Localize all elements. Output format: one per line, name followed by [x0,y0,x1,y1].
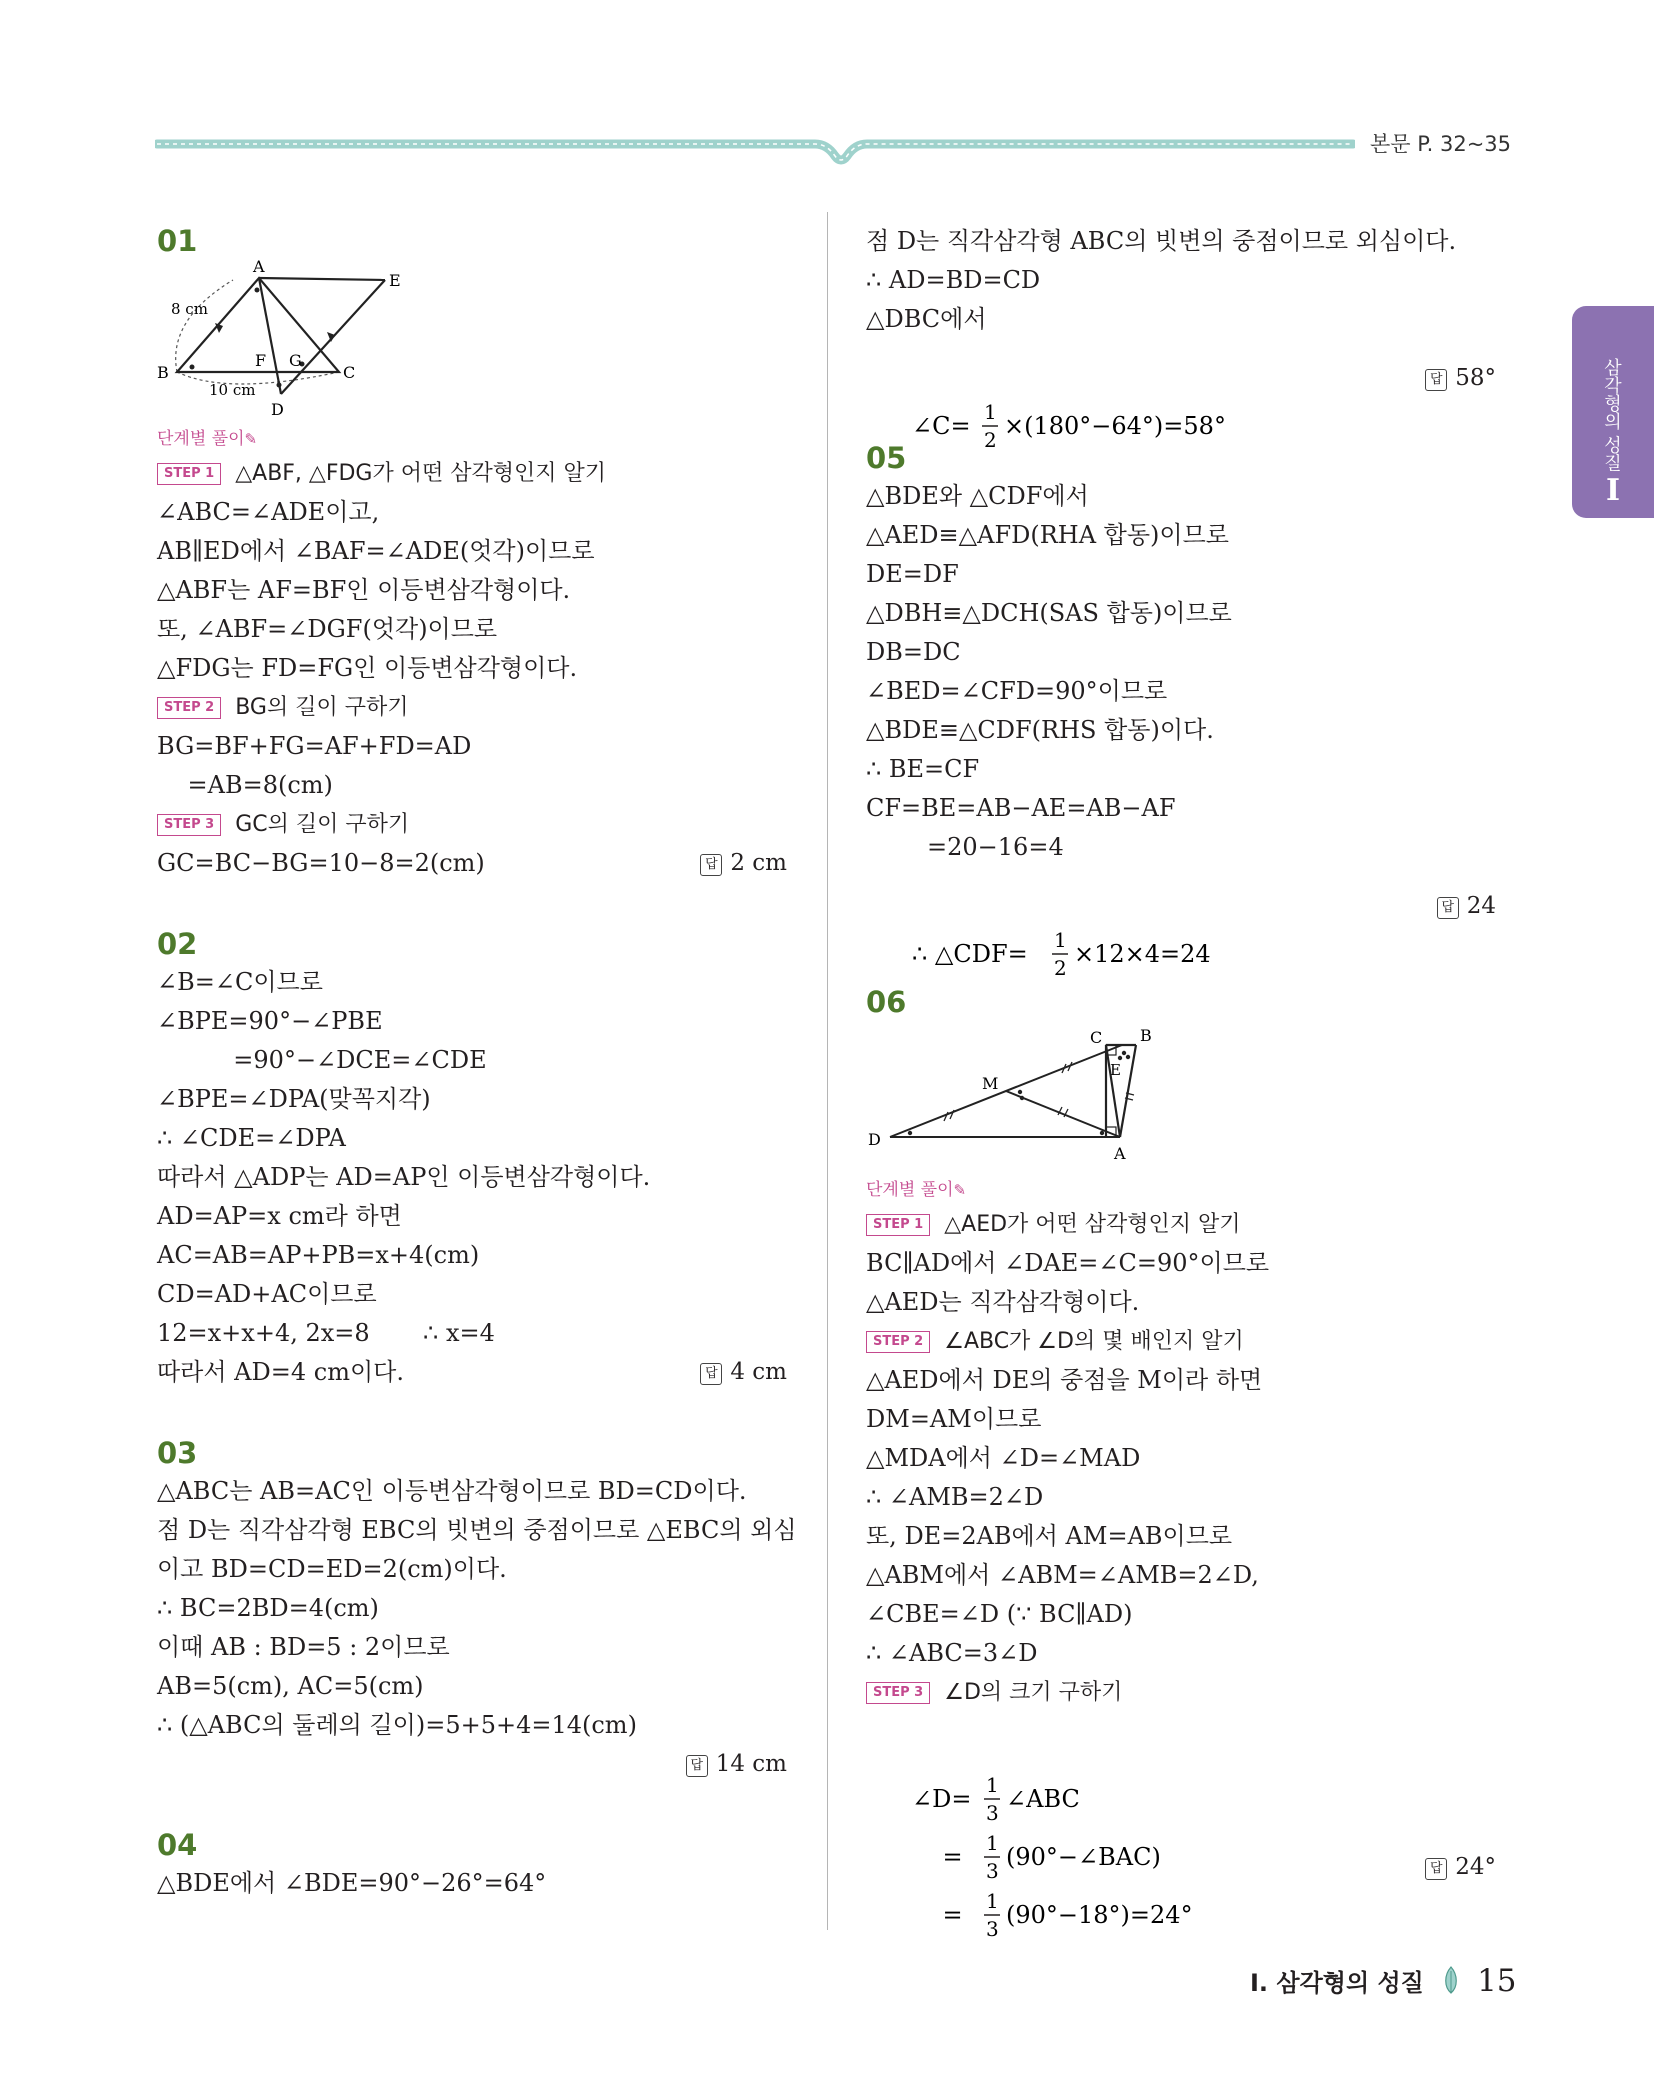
page-footer [1250,1963,1517,1999]
step-badge: STEP 2 [157,697,221,719]
fraction-line [866,1712,1496,1825]
fraction-numerator: 1 [985,1889,999,1913]
fig01-label-f: F [255,351,267,370]
step-row [157,454,787,493]
solution-heading: 단계별 풀이✎ [866,1180,967,1200]
chapter-side-tab [1572,306,1654,518]
solution-line: AB=5(cm), AC=5(cm) [157,1672,424,1700]
fig06-label-a: A [1114,1144,1126,1163]
answer-mark: 답 [1437,897,1459,919]
solution-line: 12=x+x+4, 2x=8 ∴ x=4 [157,1319,495,1347]
formula-prefix: ∠C= [911,412,971,440]
page-number: 15 [1477,1963,1517,1999]
solution-line: =20−16=4 [866,833,1064,861]
solution-line: ∴ ∠AMB=2∠D [866,1483,1044,1511]
step-row [157,805,787,844]
answer: 답 2 cm [700,844,787,883]
chapter-tab-roman: I [1605,473,1621,508]
step-badge: STEP 3 [157,814,221,836]
formula-prefix: = [911,1843,963,1871]
step-title: ∠D의 크기 구하기 [944,1680,1123,1705]
step-badge: STEP 3 [866,1682,930,1704]
formula-05 [912,925,1352,983]
solution-line: AD=AP=x cm라 하면 [157,1202,402,1230]
answer-mark: 답 [1425,1858,1447,1880]
problem-04-continued [866,222,1496,452]
fig01-label-c: C [343,363,356,382]
formula-suffix: ∠ABC [1005,1785,1080,1813]
fig01-label-g: G [289,351,302,370]
answer-mark: 답 [1425,369,1447,391]
left-column [157,222,797,1903]
solution-line: △DBH≡△DCH(SAS 합동)이므로 [866,599,1232,627]
fraction-denominator: 3 [985,1917,999,1941]
fig06-label-c: C [1090,1028,1103,1047]
step-badge: STEP 1 [866,1214,930,1236]
solution-line: ∠ABC=∠ADE이고, [157,498,380,526]
problem-02 [157,925,787,1392]
header-rule [155,136,1355,176]
formula-prefix: ∴ △CDF= [911,940,1028,968]
solution-line: ∴ (△ABC의 둘레의 길이)=5+5+4=14(cm) [157,1711,637,1739]
problem-number: 06 [866,985,907,1019]
step-title: GC의 길이 구하기 [235,812,410,837]
formula-suffix: ×12×4=24 [1073,940,1211,968]
problem-number: 04 [157,1828,198,1862]
solution-line: ∠BPE=∠DPA(맞꼭지각) [157,1085,431,1113]
fraction-numerator: 1 [983,400,997,424]
solution-line: △FDG는 FD=FG인 이등변삼각형이다. [157,654,578,682]
solution-heading: 단계별 풀이✎ [157,429,258,449]
fig01-label-b: B [157,363,169,382]
solution-line: 이때 AB : BD=5 : 2이므로 [157,1633,450,1661]
solution-line: 이고 BD=CD=ED=2(cm)이다. [157,1555,507,1583]
solution-line: ∠CBE=∠D (∵ BC∥AD) [866,1600,1133,1628]
solution-line: DM=AM이므로 [866,1405,1042,1433]
solution-line: 또, ∠ABF=∠DGF(엇각)이므로 [157,615,498,643]
problem-01 [157,222,787,883]
step-title: △AED가 어떤 삼각형인지 알기 [944,1212,1241,1237]
column-divider [827,212,828,1930]
solution-line: ∠BED=∠CFD=90°이므로 [866,677,1168,705]
solution-line: ∴ BE=CF [866,755,980,783]
fig06-label-m: M [982,1074,999,1093]
problem-01-figure [157,260,457,420]
solution-line: AB∥ED에서 ∠BAF=∠ADE(엇각)이므로 [157,537,595,565]
answer-mark: 답 [700,854,722,876]
solution-line: △AED에서 DE의 중점을 M이라 하면 [866,1366,1263,1394]
problem-number: 01 [157,224,198,258]
chapter-tab-text: 삼각형의 성질 [1601,358,1622,472]
step-row [866,1205,1496,1244]
solution-line: △BDE와 △CDF에서 [866,482,1089,510]
solution-line: △AED는 직각삼각형이다. [866,1288,1140,1316]
solution-line: CF=BE=AB−AE=AB−AF [866,794,1176,822]
problem-04 [157,1826,787,1903]
problem-03 [157,1434,797,1784]
formula-suffix: ×(180°−64°)=58° [1003,412,1226,440]
step-row [866,1673,1496,1712]
solution-line: △BDE에서 ∠BDE=90°−26°=64° [157,1869,547,1897]
fig01-label-e: E [389,271,401,290]
fig01-label-bc: 10 cm [209,381,256,399]
step-title: BG의 길이 구하기 [235,695,409,720]
fraction-line [866,867,1496,980]
solution-line: ∴ ∠CDE=∠DPA [157,1124,346,1152]
solution-line: DB=DC [866,638,961,666]
answer: 답 58° [1425,349,1496,407]
step-badge: STEP 1 [157,463,221,485]
solution-line: CD=AD+AC이므로 [157,1280,377,1308]
problem-number: 05 [866,441,907,475]
solution-line: BC∥AD에서 ∠DAE=∠C=90°이므로 [866,1249,1270,1277]
solution-line: =AB=8(cm) [157,771,333,799]
formula-06-c [912,1886,1352,1944]
problem-number: 03 [157,1436,198,1470]
fig06-label-e: E [1110,1061,1121,1079]
solution-line: ∴ AD=BD=CD [866,266,1041,294]
solution-line: 따라서 △ADP는 AD=AP인 이등변삼각형이다. [157,1163,651,1191]
answer: 답 24 [1437,877,1496,935]
step-badge: STEP 2 [866,1331,930,1353]
problem-number: 02 [157,927,198,961]
fraction-numerator: 1 [985,1773,999,1797]
solution-line: GC=BC−BG=10−8=2(cm) 답 2 cm [157,844,787,883]
page-reference: 본문 P. 32~35 [1370,132,1512,156]
fig01-label-a: A [253,260,265,276]
fig06-label-b: B [1140,1026,1152,1045]
formula-suffix: (90°−∠BAC) [1005,1843,1161,1871]
fig06-label-d: D [868,1130,881,1149]
solution-line: 또, DE=2AB에서 AM=AB이므로 [866,1522,1233,1550]
fraction-denominator: 2 [983,428,997,452]
answer-mark: 답 [686,1755,708,1777]
solution-line: 점 D는 직각삼각형 EBC의 빗변의 중점이므로 △EBC의 외심 [157,1516,797,1544]
solution-line: ∴ BC=2BD=4(cm) [157,1594,379,1622]
problem-06 [866,983,1496,1941]
solution-line [157,1745,787,1784]
answer-mark: 답 [700,1363,722,1385]
solution-line: △ABM에서 ∠ABM=∠AMB=2∠D, [866,1561,1259,1589]
solution-line: =90°−∠DCE=∠CDE [157,1046,487,1074]
answer: 답 14 cm [686,1745,787,1784]
solution-line: ∴ ∠ABC=3∠D [866,1639,1038,1667]
formula-prefix: ∠D= [911,1785,972,1813]
fraction-denominator: 3 [985,1859,999,1883]
step-row [157,688,787,727]
solution-line: △ABC는 AB=AC인 이등변삼각형이므로 BD=CD이다. [157,1477,747,1505]
solution-line: 따라서 AD=4 cm이다. 답 4 cm [157,1353,787,1392]
solution-line: △ABF는 AF=BF인 이등변삼각형이다. [157,576,571,604]
answer: 답 4 cm [700,1353,787,1392]
right-column [866,222,1496,1941]
problem-05 [866,439,1496,980]
footer-chapter: I. 삼각형의 성질 [1250,1969,1424,1997]
fraction-denominator: 2 [1053,956,1067,980]
step-row [866,1322,1496,1361]
solution-line: 점 D는 직각삼각형 ABC의 빗변의 중점이므로 외심이다. [866,227,1457,255]
leaf-icon [1442,1965,1460,1995]
formula-suffix: (90°−18°)=24° [1005,1901,1193,1929]
fraction-line [866,1828,1496,1941]
problem-06-figure [866,1021,1196,1171]
solution-line: △MDA에서 ∠D=∠MAD [866,1444,1141,1472]
step-title: ∠ABC가 ∠D의 몇 배인지 알기 [944,1329,1244,1354]
fraction-numerator: 1 [1053,928,1067,952]
solution-line: BG=BF+FG=AF+FD=AD [157,732,472,760]
fraction-denominator: 3 [985,1801,999,1825]
fig01-label-ab: 8 cm [171,300,208,318]
solution-line: ∠BPE=90°−∠PBE [157,1007,383,1035]
answer: 답 24° [1425,1838,1496,1896]
fig01-label-d: D [271,400,284,419]
solution-line: △BDE≡△CDF(RHS 합동)이다. [866,716,1214,744]
step-title: △ABF, △FDG가 어떤 삼각형인지 알기 [235,461,606,486]
fraction-numerator: 1 [985,1831,999,1855]
solution-line: △AED≡△AFD(RHA 합동)이므로 [866,521,1229,549]
solution-line: ∠B=∠C이므로 [157,968,323,996]
solution-line: AC=AB=AP+PB=x+4(cm) [157,1241,480,1269]
formula-prefix: = [911,1901,963,1929]
fraction-line [866,339,1496,452]
solution-line: DE=DF [866,560,959,588]
solution-line: △DBC에서 [866,305,987,333]
